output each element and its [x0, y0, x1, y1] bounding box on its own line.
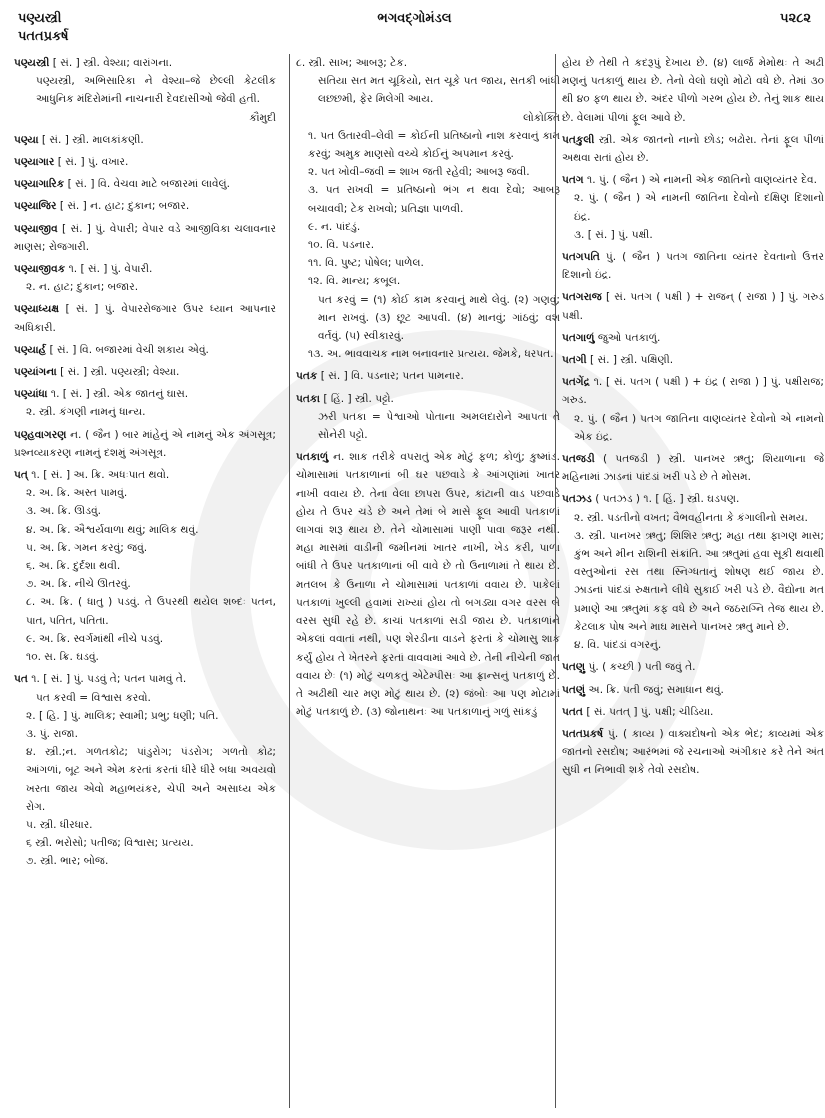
dictionary-entry: [562, 171, 824, 244]
dictionary-entry: [296, 367, 560, 385]
entry-definition: જુઓ પતકાળું.: [597, 331, 661, 344]
entry-definition: [ સં. ] સ્ત્રી. માલકાંકણી.: [41, 133, 144, 146]
entry-first-line: [562, 725, 824, 780]
entry-definition: [ સં. ] સ્ત્રી. પણ્યસ્ત્રી; વેશ્યા.: [60, 366, 180, 379]
entry-headword: પણ્યાજીવ: [14, 222, 58, 235]
dictionary-entry: [562, 658, 824, 676]
entry-definition: પું. ( જૈન ) પતગ જાતિના વ્યંતર દેવતાનો ઉત્તર દિશાનો ઇંદ્ર.: [562, 251, 824, 282]
entry-first-line: [562, 248, 824, 284]
entry-first-line: [14, 363, 276, 381]
entry-headword: પણ્યાજીવક: [14, 263, 66, 276]
entry-subsense: ૧૩. અ. ભાવવાચક નામ બનાવનાર પ્રત્યય. જેમકે, ધરપત.: [308, 348, 554, 361]
entry-definition: [ સં. ] સ્ત્રી. વેશ્યા; વારાંગના.: [52, 57, 173, 69]
entry-subsense: ૨. અ. ક્રિ. અસ્ત પામવું.: [26, 487, 128, 500]
entry-subsense: ૨. [ હિ. ] પું. માલિક; સ્વામી; પ્રભુ; ધણી; પતિ.: [26, 709, 219, 722]
dictionary-entry: [562, 351, 824, 369]
entry-first-line: [562, 658, 824, 676]
entry-first-line: [14, 426, 276, 462]
entry-subsense: ૪. વિ. પાંદડાં વગરનું.: [574, 639, 662, 652]
entry-first-line: [14, 341, 276, 359]
entry-subsense: ૯. ન. પાંદડું.: [308, 220, 361, 233]
entry-first-line: [14, 466, 276, 484]
entry-definition: [ સં. ] પું. વેપારરોજગાર ઉપર ધ્યાન આપનાર અધિકારી.: [14, 303, 276, 334]
entry-definition: ( પતજડી ) સ્ત્રી. પાનખર ઋતુ; શિયાળાના જે મહિનામાં ઝાડનાં પાંદડાં ખરી પડે છે તે મોસમ.: [562, 453, 824, 484]
entry-first-line: [562, 450, 824, 486]
entry-first-line: [562, 131, 824, 167]
entry-definition: હોય છે તેથી તે કદરૂપું દેખાય છે. (૪) લાર્જ મેમોથઃ તે અઢી મણનું પતકાળું થાય છે. તેનો વેલો ઘણો મોટો વધે છે. તેમાં ૩૦ થી ૪૦ ફળ થાય છે. અંદર પીળો ગરભ હોય છે. તેનું શાક થાય છે. વેલામાં પીળાં ફૂલ આવે છે.: [562, 57, 824, 124]
dictionary-columns: [14, 54, 824, 1108]
entry-definition: [ સં. ] વિ. બજારમાં વેચી શકાય એવું.: [49, 343, 209, 356]
entry-subsense: ૩. પું. રાજા.: [26, 727, 78, 740]
entry-definition: ૧. [ સં. ] અ. ક્રિ. અધઃપાત થવો.: [31, 469, 170, 482]
dictionary-entry: [562, 450, 824, 486]
entry-definition: [ સં. ] સ્ત્રી. પક્ષિણી.: [590, 354, 674, 367]
entry-subsense: ૧. પત ઉતારવી–લેવી = કોઈની પ્રતિષ્ઠાનો નાશ કરવાનું કામ કરવું; અમુક માણસો વચ્ચે કોઈનું અપમાન કરવું.: [308, 129, 560, 161]
entry-subsense: ૪. સ્ત્રી.;ન. ગળતકોઢ; પાંડુરોગ; પંડરોગ; ગળતો કોઢ; આંગળાં, બૂટ અને એમ કરતાં કરતાં ધીરે ધીરે બધા અવયવો ખરતા જાય એવો મહાભયંકર, ચેપી અને અસાધ્ય એક રોગ.: [26, 746, 276, 813]
entry-quotation: ઝરી પતકા = પેશ્વાઓ પોતાના અમલદારોને આપતા તે સોનેરી પટ્ટો.: [318, 410, 560, 442]
entry-subsense: ૨. પું. ( જૈન ) એ નામની જાતિના દેવોનો દક્ષિણ દિશાનો ઇંદ્ર.: [574, 192, 824, 223]
entry-subsense: ૧૧. વિ. પુષ્ટ; પોષેલ; પાળેલ.: [308, 257, 424, 270]
entry-first-line: [14, 260, 276, 278]
entry-first-line: [14, 197, 276, 215]
entry-quotation: પણ્યસ્ત્રી, અભિસારિકા ને વેશ્યા–જે છેલ્લી કેટલીક આધુનિક મંદિરોમાંની નાચનારી દેવદાસીઓ જેવી હતી.: [36, 75, 276, 106]
entry-first-line: [14, 220, 276, 256]
entry-headword: પણ્યાજિર: [14, 200, 57, 213]
quotation-source: કૌમુદી: [249, 111, 276, 124]
column-2: [289, 54, 560, 1108]
entry-subsense: ૯. અ. ક્રિ. સ્વર્ગમાંથી નીચે પડવું.: [26, 632, 164, 645]
entry-subsense: ૨. ન. હાટ; દુકાન; બજાર.: [26, 281, 139, 294]
column-1: [14, 54, 276, 1108]
column-3: [555, 54, 824, 1108]
entry-first-line: [562, 171, 824, 189]
entry-headword: પણ્યાંગના: [14, 366, 57, 379]
entry-subsense: ૭. સ્ત્રી. ભાર; બોજ.: [26, 855, 109, 868]
entry-first-line: [296, 367, 560, 385]
entry-headword: પણ્યા: [14, 133, 39, 146]
guide-word-first: પણ્યસ્ત્રી: [18, 11, 62, 26]
entry-headword: પત્: [14, 469, 28, 482]
entry-definition: [ સં. ] વિ. પડનાર; પતન પામનાર.: [320, 370, 464, 383]
entry-headword: પતજડી: [562, 453, 595, 466]
entry-first-line: [562, 490, 824, 508]
entry-quotation: પત કરવી = વિશ્વાસ કરવો.: [36, 691, 151, 704]
entry-first-line: [14, 175, 276, 193]
entry-headword: પતગ: [562, 174, 584, 187]
page-header: [18, 10, 811, 50]
entry-quotation: પત કરવું = (૧) કોઈ કામ કરવાનું માથે લેવું. (૨) ગણવું; માન રાખવું. (૩) છૂટ આપવી. (૪) માનવું; ગાંઠવું; વશ વર્તવું. (૫) સ્વીકારવું.: [318, 293, 560, 343]
dictionary-entry: [296, 390, 560, 445]
dictionary-entry: [14, 363, 276, 381]
entry-subsense: ૨. સ્ત્રી. કંગણી નામનું ધાન્ય.: [26, 406, 146, 419]
dictionary-entry: [14, 385, 276, 421]
entry-subsense: ૧૨. વિ. માન્ય; કબૂલ.: [308, 275, 401, 288]
entry-headword: પણ્યાર્હ: [14, 343, 47, 356]
dictionary-entry: [14, 220, 276, 256]
entry-subsense: ૫. સ્ત્રી. ધીરધાર.: [26, 818, 93, 831]
entry-headword: પણ્હવાગરણ: [14, 428, 67, 441]
dictionary-entry: [296, 448, 560, 721]
entry-subsense: ૧૦. વિ. પડનાર.: [308, 239, 375, 252]
dictionary-entry: [562, 725, 824, 780]
dictionary-entry: [296, 54, 560, 363]
entry-definition: ૧. પું. ( જૈન ) એ નામની એક જાતિનો વાણવ્યંતર દેવ.: [587, 174, 818, 187]
entry-definition: પું. ( કચ્છી ) પતી જવું તે.: [588, 661, 696, 674]
entry-definition: સ્ત્રી. એક જાતનો નાનો છોડ; બઢોરા. તેનાં ફૂલ પીળાં અથવા રાતાં હોય છે.: [562, 133, 824, 165]
entry-first-line: [562, 703, 824, 721]
dictionary-entry: [14, 341, 276, 359]
entry-subsense: ૩. અ. ક્રિ. ઊડવું.: [26, 505, 102, 518]
dictionary-entry: [14, 153, 276, 171]
entry-definition: ન. શાક તરીકે વપરાતું એક મોટું ફળ; કોળું; કુષ્માંડ. ચોમાસામાં પતકાળાનાં બી ઘર પછવાડે કે આંગણાંમાં ખાતર નાખી વવાય છે. તેના વેલા છાપરા ઉપર, કાંટાની વાડ પછવાડે હોય તે ઉપર ચડે છે અને તેમાં બે માસે ફૂલ આવી પતકાળાં લાગવાં શરૂ થાય છે. તેને ચોમાસામાં પાણી પાવા જરૂર નથી. મહા માસમાં વાડીની જમીનમાં ખાતર નાખી, ખેડ કરી, પાળા બાંધી તે ઉપર પતકાળાનાં બી વાવે છે તો ઉનાળામાં તે થાય છે. મતલબ કે ઉનાળા ને ચોમાસામાં પતકાળાં વવાય છે. પાકેલાં પતકાળાં ખુલ્લી હવામાં રાખ્યાં હોય તો બગડ્યા વગર વરસ બે વરસ સુધી રહે છે. કાચાં પતકાળાં સડી જાય છે. પતકાળાંને એકલાં વવાતાં નથી, પણ શેરડીના વાડને ફરતાં કે ચોમાસુ શાક કર્યું હોય તે ખેતરને ફરતાં વાવવામાં આવે છે. તેની નીચેની જાત વવાય છેઃ (૧) મોટું ચળકતું એટેમ્પીસઃ આ ફ્રાન્સનું પતકાળું છે. તે અઢીથી ચાર મણ મોટું થાય છે. (૨) જંબોઃ આ પણ મોટામાં મોટું પતકાળું છે. (૩) જોનાથનઃ આ પતકાળાનું ગળું સાંકડું: [296, 451, 560, 719]
dictionary-entry: [14, 131, 276, 149]
guide-word-last: પતતપ્રકર્ષ: [18, 29, 69, 44]
entry-first-line: [296, 448, 560, 721]
dictionary-entry: [562, 681, 824, 699]
entry-subsense: ૨. પત ખોવી–જવી = શાખ જતી રહેવી; આબરૂ જવી.: [308, 166, 530, 179]
dictionary-entry: [562, 248, 824, 284]
entry-headword: પતગેંદ્ર: [562, 376, 590, 389]
entry-headword: પતગાળું: [562, 331, 595, 344]
entry-first-line: [14, 131, 276, 149]
entry-subsense: ૬ સ્ત્રી. ભરોસો; પતીજ; વિશ્વાસ; પ્રત્યય.: [26, 837, 194, 850]
entry-subsense: ૩. સ્ત્રી. પાનખર ઋતુ; શિશિર ઋતુ; મહા તથા ફાગણ માસ; કુંભ અને મીન રાશિની સંક્રાંતિ. આ ઋતુમાં હવા સૂકી થવાથી વસ્તુઓનાં રસ તથા સ્નિગ્ધતાનું શોષણ થઈ જાય છે. ઝાડનાં પાંદડાં રુક્ષતાને લીધે સુકાઈ ખરી પડે છે. વૈદ્યોના મત પ્રમાણે આ ઋતુમાં કફ વધે છે અને જઠરાગ્નિ તેજ થાય છે. કેટલાક પોષ અને માઘ માસને પાનખર ઋતુ માને છે.: [574, 529, 824, 633]
entry-definition: ૧. [ સં. ] સ્ત્રી. એક જાતનું ઘાસ.: [50, 388, 189, 401]
entry-subsense: ૨. પું. ( જૈન ) પતગ જાતિના વાણવ્યંતર દેવોનો એ નામનો એક ઇંદ્ર.: [574, 412, 824, 443]
dictionary-entry: [14, 670, 276, 870]
entry-subsense: ૧૦. સ. ક્રિ. ઘડવું.: [26, 651, 99, 664]
dictionary-entry: [562, 329, 824, 347]
entry-headword: પતણુ: [562, 661, 586, 674]
entry-definition: ન. ( જૈન ) બાર માંહેનું એ નામનું એક અંગસૂત્ર; પ્રશ્નવ્યાકરણ નામનું દશમું અંગસૂત્ર.: [14, 428, 276, 459]
entry-first-line: [14, 670, 276, 688]
entry-subsense: ૫. અ. ક્રિ. ગમન કરવું; જવું.: [26, 541, 148, 554]
entry-headword: પણ્યાગારિક: [14, 178, 65, 191]
book-title: ભગવદ્ગોમંડલ: [377, 11, 452, 26]
entry-subsense: ૪. અ. ક્રિ. ઐશ્વર્યવાળા થવું; માલિક થવું.: [26, 523, 199, 536]
entry-first-line: [562, 288, 824, 324]
entry-first-line: [562, 351, 824, 369]
entry-subsense: ૩. [ સં. ] પું. પક્ષી.: [574, 228, 653, 241]
entry-quotation: સતિયા સત મત ચૂકિયો, સત ચૂકે પત જાય, સતકી બાંધી લછ્છમી, ફેર મિલેગી આય.: [318, 75, 560, 106]
dictionary-entry: [14, 300, 276, 336]
entry-definition: ૧. [ સં. ] પું. પડવું તે; પતન પામવું તે.: [31, 673, 187, 686]
entry-definition: [ સં. ] ન. હાટ; દુકાન; બજાર.: [59, 200, 190, 213]
entry-headword: પતતપ્રકર્ષ: [562, 727, 604, 740]
entry-first-line: [562, 681, 824, 699]
entry-definition: પું. ( કાવ્ય ) વાક્યદોષનો એક ભેદ; કાવ્યમાં એક જાતનો રસદોષ; આરંભમાં જે રચનાઓ અંગીકાર કરે તેને અંત સુધી ન નિભાવી શકે તેવો રસદોષ.: [562, 727, 824, 777]
entry-definition: ૧. [ સં. ] પું. વેપારી.: [68, 263, 153, 276]
entry-definition: ( પતઝડ ) ૧. [ હિં. ] સ્ત્રી. ઘડપણ.: [595, 493, 740, 506]
dictionary-entry: [14, 260, 276, 296]
entry-headword: પતત: [562, 705, 583, 718]
entry-first-line: [14, 54, 276, 72]
entry-headword: પણ્યાંધા: [14, 388, 48, 401]
entry-definition: [ સં. પતગ ( પક્ષી ) + રાજન્ ( રાજા ) ] પું. ગરુડ પક્ષી.: [562, 291, 824, 322]
entry-first-line: [14, 300, 276, 336]
entry-first-line: [562, 54, 824, 127]
entry-definition: [ સં. ] પું. વેપારી; વેપાર વડે આજીવિકા ચલાવનાર માણસ; રોજગારી.: [14, 222, 276, 253]
entry-subsense: ૭. અ. ક્રિ. નીચે ઊતરવું.: [26, 578, 131, 591]
entry-headword: પણ્યાગાર: [14, 156, 55, 169]
entry-first-line: [562, 329, 824, 347]
dictionary-entry: [14, 197, 276, 215]
entry-first-line: [562, 373, 824, 409]
entry-first-line: [296, 390, 560, 408]
entry-headword: પત: [14, 673, 28, 686]
entry-headword: પતઝડ: [562, 493, 592, 506]
entry-definition: [ સં. ] વિ. વેચવા માટે બજારમાં લાવેલું.: [67, 178, 230, 191]
entry-headword: પણ્યસ્ત્રી: [14, 57, 50, 69]
page-number: ૫૨૮૨: [780, 11, 811, 26]
entry-subsense: ૬. અ. ક્રિ. દુર્દશા થવી.: [26, 560, 121, 573]
dictionary-entry: [562, 703, 824, 721]
entry-headword: પતકાળું: [296, 451, 329, 464]
dictionary-entry: [562, 131, 824, 167]
entry-subsense: ૩. પત રાખવી = પ્રતિષ્ઠાનો ભંગ ન થવા દેવો; આબરૂ બચાવવી; ટેક રાખવો; પ્રતિજ્ઞા પાળવી.: [308, 184, 560, 215]
entry-headword: પતણું: [562, 683, 586, 696]
dictionary-entry: [14, 54, 276, 127]
dictionary-entry: [562, 373, 824, 446]
entry-definition: [ સં. ] પું. વખાર.: [57, 156, 129, 169]
entry-headword: પતકુલી: [562, 133, 595, 146]
dictionary-entry: [562, 288, 824, 324]
dictionary-entry: [14, 466, 276, 666]
entry-headword: પતગી: [562, 354, 587, 367]
dictionary-entry: [562, 54, 824, 127]
entry-first-line: [14, 153, 276, 171]
entry-headword: પતગપતિ: [562, 251, 600, 264]
entry-headword: પતગરાજ: [562, 291, 602, 304]
entry-definition: [ સં. પતત્ ] પું. પક્ષી; ચીડિયા.: [586, 705, 714, 718]
entry-first-line: [14, 385, 276, 403]
dictionary-entry: [14, 426, 276, 462]
entry-first-line: [296, 54, 560, 72]
entry-headword: પણ્યાધ્યક્ષ: [14, 303, 60, 316]
entry-headword: પતકા: [296, 392, 320, 405]
entry-subsense: ૨. સ્ત્રી. પડતીનો વખત; વૈભવહીનતા કે કંગાલીનો સમય.: [574, 511, 808, 524]
entry-definition: ૮. સ્ત્રી. સાખ; આબરૂ; ટેક.: [296, 57, 408, 69]
quotation-source: લોકોક્તિ: [523, 111, 560, 124]
entry-definition: [ હિં. ] સ્ત્રી. પટ્ટો.: [323, 392, 394, 405]
dictionary-entry: [14, 175, 276, 193]
entry-definition: ૧. [ સં. પતગ ( પક્ષી ) + ઇંદ્ર ( રાજા ) ] પું. પક્ષીરાજ; ગરુડ.: [562, 376, 824, 407]
entry-subsense: ૮. અ. ક્રિ. ( ધાતુ ) પડવું. તે ઉપરથી થયેલ શબ્દઃ પતન, પાત, પતિત, પતિતા.: [26, 596, 276, 627]
entry-definition: અ. ક્રિ. પતી જવું; સમાધાન થવું.: [588, 683, 724, 696]
entry-headword: પતક: [296, 370, 318, 383]
dictionary-entry: [562, 490, 824, 654]
